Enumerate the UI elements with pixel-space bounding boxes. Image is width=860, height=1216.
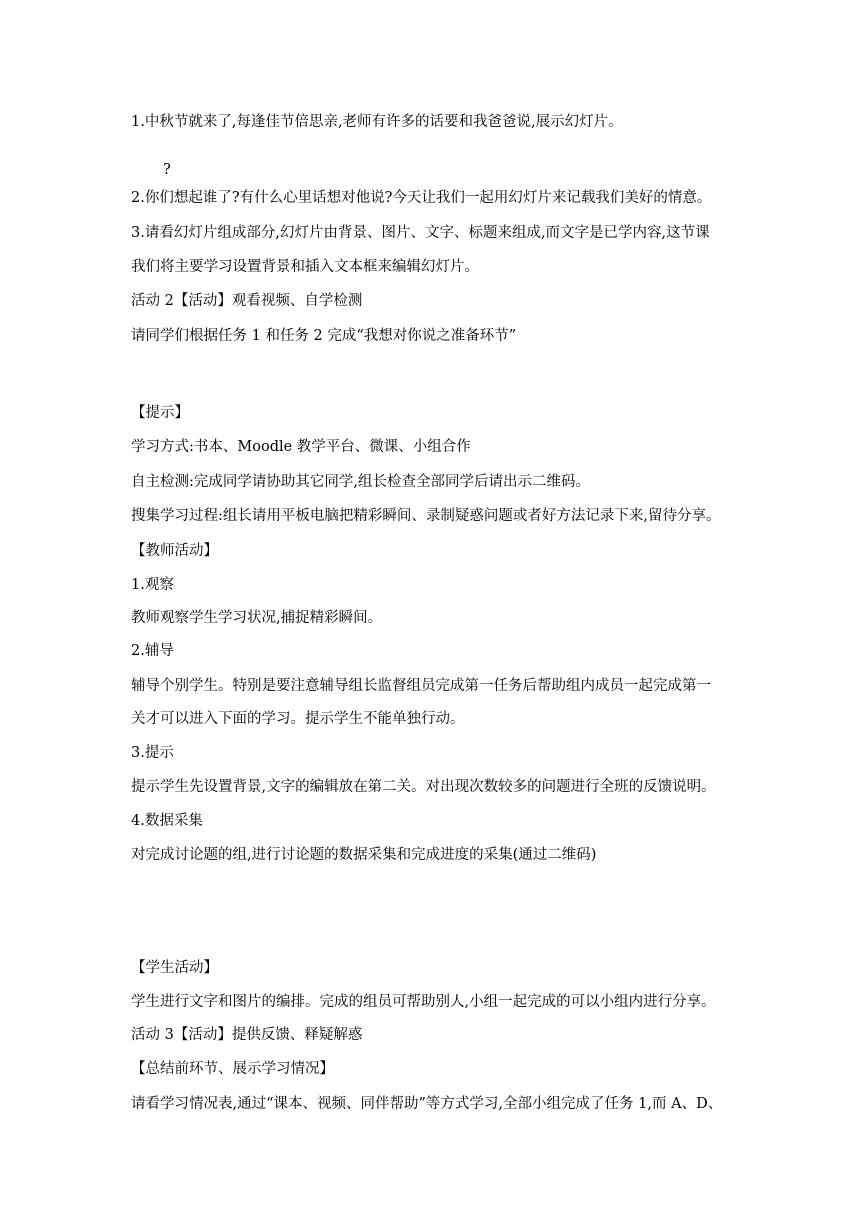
section-heading: 【提示】 <box>131 405 189 421</box>
paragraph-line: 1.中秋节就来了,每逢佳节倍思亲,老师有许多的话要和我爸爸说,展示幻灯片。 <box>131 114 623 130</box>
section-heading: 【学生活动】 <box>131 960 218 976</box>
paragraph-line: 学习方式:书本、Moodle 教学平台、微课、小组合作 <box>131 439 471 455</box>
paragraph-line: 关才可以进入下面的学习。提示学生不能单独行动。 <box>131 711 465 727</box>
subheading: 2.辅导 <box>131 643 174 659</box>
paragraph-line: 学生进行文字和图片的编排。完成的组员可帮助别人,小组一起完成的可以小组内进行分享。 <box>131 994 716 1010</box>
paragraph-line: 请同学们根据任务 1 和任务 2 完成“我想对你说之准备环节” <box>131 328 517 344</box>
paragraph-line: 对完成讨论题的组,进行讨论题的数据采集和完成进度的采集(通过二维码) <box>131 847 597 863</box>
subheading: 4.数据采集 <box>131 813 203 829</box>
subheading: 1.观察 <box>131 577 174 593</box>
activity-heading: 活动 3【活动】提供反馈、释疑解惑 <box>131 1027 363 1043</box>
paragraph-line: 搜集学习过程:组长请用平板电脑把精彩瞬间、录制疑惑问题或者好方法记录下来,留待分享。 <box>131 508 721 524</box>
subheading: 3.提示 <box>131 745 174 761</box>
paragraph-line: 辅导个别学生。特别是要注意辅导组长监督组员完成第一任务后帮助组内成员一起完成第一 <box>131 678 711 694</box>
paragraph-line: 教师观察学生学习状况,捕捉精彩瞬间。 <box>131 610 383 626</box>
section-heading: 【总结前环节、展示学习情况】 <box>131 1061 334 1077</box>
paragraph-line: 提示学生先设置背景,文字的编辑放在第二关。对出现次数较多的问题进行全班的反馈说明。 <box>131 779 716 795</box>
section-heading: 【教师活动】 <box>131 543 218 559</box>
paragraph-line: 我们将主要学习设置背景和插入文本框来编辑幻灯片。 <box>131 259 479 275</box>
paragraph-line: 3.请看幻灯片组成部分,幻灯片由背景、图片、文字、标题来组成,而文字是已学内容,这节课 <box>131 225 710 241</box>
question-mark-line: ? <box>163 162 171 178</box>
paragraph-line: 自主检测:完成同学请协助其它同学,组长检查全部同学后请出示二维码。 <box>131 474 590 490</box>
paragraph-line: 请看学习情况表,通过“课本、视频、同伴帮助”等方式学习,全部小组完成了任务 1,而 A、D、 <box>131 1096 723 1112</box>
activity-heading: 活动 2【活动】观看视频、自学检测 <box>131 293 363 309</box>
paragraph-line: 2.你们想起谁了?有什么心里话想对他说?今天让我们一起用幻灯片来记载我们美好的情意。 <box>131 190 712 206</box>
